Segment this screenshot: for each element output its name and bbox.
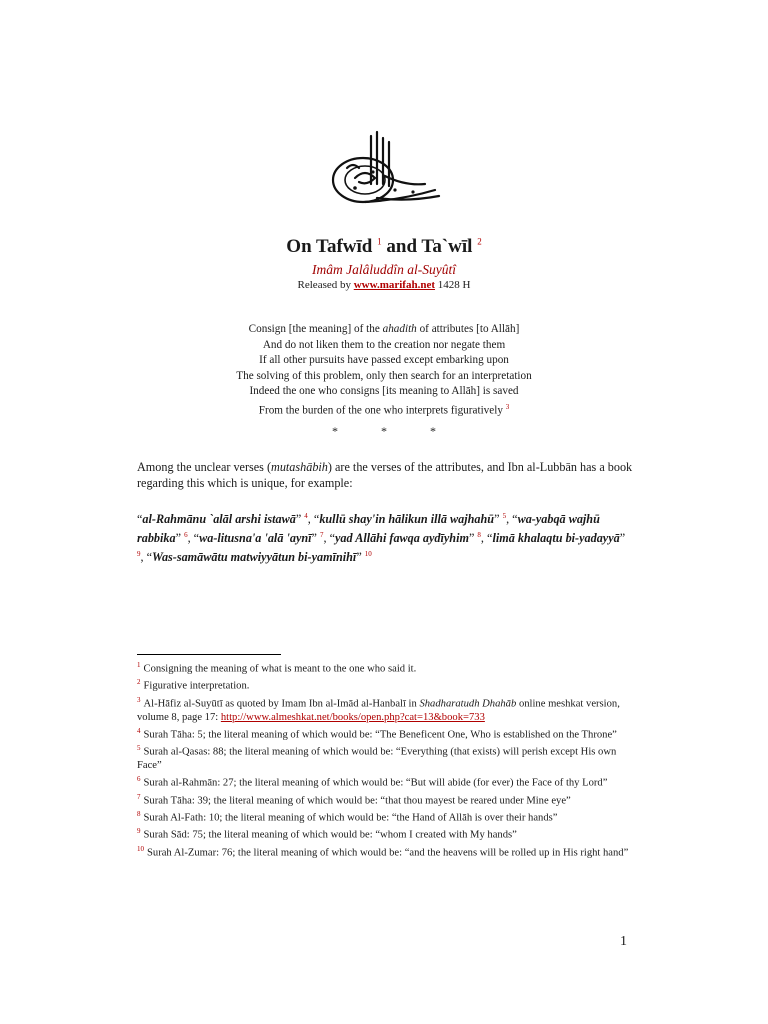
footnote-3-text-a: Al-Hāfiz al-Suyūtī as quoted by Imam Ibn al-Imād al-Hanbalī in xyxy=(143,698,417,710)
poem-line-1-text-b: of attributes [to Allāh] xyxy=(419,323,520,335)
poem-line-1 xyxy=(0,322,768,338)
footnote-1 xyxy=(137,659,637,676)
verse-1: al-Rahmānu `alāl arshi istawā xyxy=(142,512,296,527)
footnote-3-book-title: Shadharatudh Dhahāb xyxy=(419,698,517,710)
footnote-4-num: 4 xyxy=(137,726,141,735)
footnote-2 xyxy=(137,676,637,693)
footnote-3-num: 3 xyxy=(137,695,141,704)
poem-line-6-text: From the burden of the one who interprets figuratively xyxy=(258,404,503,417)
footnote-10-text: Surah Al-Zumar: 76; the literal meaning of which would be: “and the heavens will be rolled up in His right hand” xyxy=(147,847,629,859)
page-number: 1 xyxy=(620,934,627,949)
poem-line-6 xyxy=(0,400,768,419)
verse-7: Was-samāwātu matwiyyātun bi-yamīnihī xyxy=(152,550,357,565)
author-name: Imâm Jalâluddîn al-Suyûtî xyxy=(312,262,456,277)
poem-line-2: And do not liken them to the creation nor negate them xyxy=(262,338,506,351)
verse-5: yad Allāhi fawqa aydīyhim xyxy=(335,531,469,546)
poem-line-5: Indeed the one who consigns [its meaning to Allāh] is saved xyxy=(249,385,519,397)
footnote-1-text: Consigning the meaning of what is meant to the one who said it. xyxy=(143,663,417,675)
footnote-4-text: Surah Tāha: 5; the literal meaning of which would be: “The Beneficent One, Who is established on the Throne” xyxy=(143,729,617,741)
footnote-8 xyxy=(137,808,637,825)
intro-paragraph xyxy=(137,459,634,491)
title-part-b: and Ta`wīl xyxy=(386,236,473,257)
footnote-ref-2[interactable]: 2 xyxy=(477,236,482,247)
footnote-2-text: Figurative interpretation. xyxy=(143,680,250,692)
verse-examples: “al-Rahmānu `alāl arshi istawā” $^4$, “kullū shay'in hālikun illā wajhahū” $^5$, “wa-yabqā wajhū rabbika” $^6$, “wa-litusna'a 'alā 'aynī” $^7$, “yad Allāhi fawqa aydīyhim” $^8$, “limā khalaqtu bi-yadayyā” $^9$, “Was-samāwātu matwiyyātun bi-yamīnihī” $^{10}$ xyxy=(137,512,626,565)
basmala-calligraphy-emblem xyxy=(325,128,443,212)
poem-line-1-italic: ahadith xyxy=(382,323,417,335)
footnote-9-num: 9 xyxy=(137,827,141,836)
footnote-ref-6[interactable]: 6 xyxy=(184,531,188,540)
section-separator: * * * xyxy=(332,424,456,438)
title-part-a: On Tafwīd xyxy=(286,236,373,257)
footnote-9 xyxy=(137,825,637,842)
footnote-5-num: 5 xyxy=(137,744,141,753)
release-suffix: 1428 H xyxy=(437,279,471,291)
footnotes xyxy=(137,659,637,860)
footnote-3-link[interactable]: http://www.almeshkat.net/books/open.php?cat=13&book=733 xyxy=(220,711,485,723)
footnote-10 xyxy=(137,843,637,860)
footnote-ref-4[interactable]: 4 xyxy=(304,512,308,520)
footnote-6-text: Surah al-Rahmān: 27; the literal meaning of which would be: “But will abide (for ever) the Face of thy Lord” xyxy=(143,777,608,789)
release-prefix: Released by xyxy=(297,279,351,291)
verse-3: wa-yabqā wajhū rabbika xyxy=(137,512,600,546)
footnote-6-num: 6 xyxy=(137,775,141,784)
verse-4: wa-litusna'a 'alā 'aynī xyxy=(199,531,312,546)
verse-2: kullū shay'in hālikun illā wajhahū xyxy=(319,512,495,527)
footnote-ref-9[interactable]: 9 xyxy=(137,550,141,559)
poem-line-1-text-a: Consign [the meaning] of the xyxy=(248,323,380,335)
intro-text-b: ) are the verses of the attributes, and Ibn al-Lubbān has a book regarding this which is unique, for example: xyxy=(137,460,633,490)
footnote-5 xyxy=(137,742,637,773)
intro-italic-term: mutashābih xyxy=(271,460,328,474)
footnote-4 xyxy=(137,725,637,742)
footnote-7 xyxy=(137,791,637,808)
footnote-8-text: Surah Al-Fath: 10; the literal meaning of which would be: “the Hand of Allāh is over their hands” xyxy=(143,812,558,824)
footnote-10-num: 10 xyxy=(137,844,144,853)
footnote-ref-5[interactable]: 5 xyxy=(502,512,507,520)
footnote-6 xyxy=(137,773,637,790)
intro-text-a: Among the unclear verses ( xyxy=(137,460,272,474)
release-link[interactable]: www.marifah.net xyxy=(353,279,436,291)
footnote-9-text: Surah Sād: 75; the literal meaning of which would be: “whom I created with My hands” xyxy=(143,829,517,841)
footnote-ref-7[interactable]: 7 xyxy=(319,531,324,540)
footnote-ref-10[interactable]: 10 xyxy=(364,550,372,559)
poem-line-3: If all other pursuits have passed except embarking upon xyxy=(259,354,509,366)
footnote-7-text: Surah Tāha: 39; the literal meaning of which would be: “that thou mayest be reared under Mine eye” xyxy=(143,795,571,807)
footnote-7-num: 7 xyxy=(137,792,141,801)
footnote-ref-8[interactable]: 8 xyxy=(477,531,481,540)
footnote-ref-1[interactable]: 1 xyxy=(377,236,382,247)
footnote-divider xyxy=(137,654,281,655)
footnote-ref-3[interactable]: 3 xyxy=(505,402,510,411)
footnote-2-num: 2 xyxy=(137,678,141,687)
footnote-5-text: Surah al-Qasas: 88; the literal meaning of which would be: “Everything (that exists) will perish except His own Face” xyxy=(137,746,617,772)
poem-line-4: The solving of this problem, only then search for an interpretation xyxy=(236,369,532,382)
footnote-3 xyxy=(137,694,637,725)
footnote-8-num: 8 xyxy=(137,809,141,818)
document-title xyxy=(0,236,768,258)
verse-6: limā khalaqtu bi-yadayyā xyxy=(492,531,620,546)
footnote-1-num: 1 xyxy=(137,661,141,669)
footnote-3-text-b: online meshkat version, volume 8, page 17: xyxy=(137,698,620,723)
release-line xyxy=(0,279,768,291)
poem-block xyxy=(0,322,768,419)
